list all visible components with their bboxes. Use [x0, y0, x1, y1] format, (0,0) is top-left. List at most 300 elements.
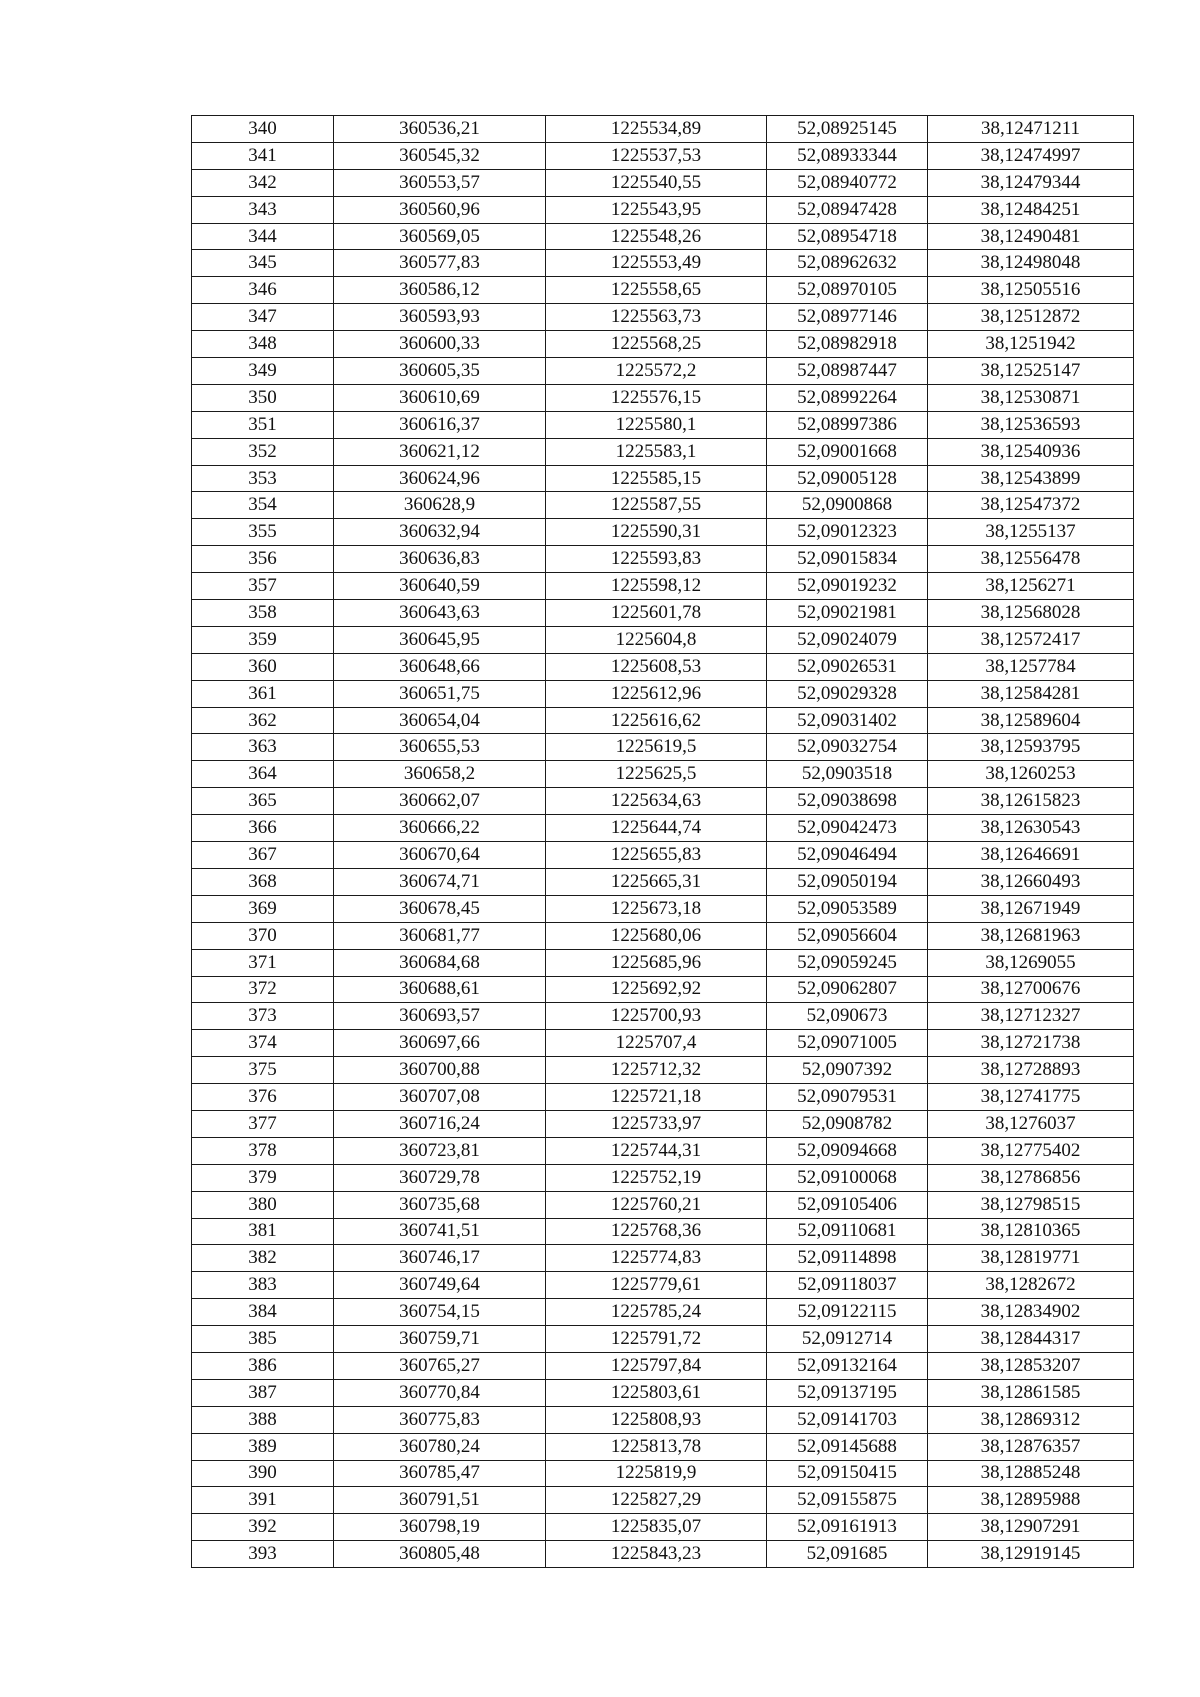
longitude-cell: 38,12907291: [928, 1514, 1134, 1541]
y-coordinate-cell: 1225707,4: [546, 1030, 767, 1057]
table-row: [192, 1137, 1134, 1164]
table-row: [192, 1245, 1134, 1272]
y-coordinate-cell: 1225752,19: [546, 1164, 767, 1191]
latitude-cell: 52,09062807: [767, 976, 928, 1003]
y-coordinate-cell: 1225583,1: [546, 438, 767, 465]
point-number-cell: 371: [192, 949, 334, 976]
point-number-cell: 365: [192, 788, 334, 815]
y-coordinate-cell: 1225733,97: [546, 1110, 767, 1137]
point-number-cell: 388: [192, 1406, 334, 1433]
latitude-cell: 52,08940772: [767, 169, 928, 196]
point-number-cell: 352: [192, 438, 334, 465]
x-coordinate-cell: 360785,47: [334, 1460, 546, 1487]
x-coordinate-cell: 360670,64: [334, 842, 546, 869]
table-row: [192, 788, 1134, 815]
latitude-cell: 52,09059245: [767, 949, 928, 976]
longitude-cell: 38,1251942: [928, 331, 1134, 358]
x-coordinate-cell: 360610,69: [334, 384, 546, 411]
x-coordinate-cell: 360654,04: [334, 707, 546, 734]
y-coordinate-cell: 1225616,62: [546, 707, 767, 734]
y-coordinate-cell: 1225655,83: [546, 842, 767, 869]
latitude-cell: 52,09053589: [767, 895, 928, 922]
longitude-cell: 38,12712327: [928, 1003, 1134, 1030]
latitude-cell: 52,09150415: [767, 1460, 928, 1487]
longitude-cell: 38,12844317: [928, 1326, 1134, 1353]
y-coordinate-cell: 1225634,63: [546, 788, 767, 815]
point-number-cell: 379: [192, 1164, 334, 1191]
table-row: [192, 1433, 1134, 1460]
latitude-cell: 52,0907392: [767, 1057, 928, 1084]
x-coordinate-cell: 360741,51: [334, 1218, 546, 1245]
point-number-cell: 341: [192, 142, 334, 169]
y-coordinate-cell: 1225612,96: [546, 680, 767, 707]
table-row: [192, 465, 1134, 492]
longitude-cell: 38,12834902: [928, 1299, 1134, 1326]
table-row: [192, 250, 1134, 277]
x-coordinate-cell: 360666,22: [334, 815, 546, 842]
point-number-cell: 390: [192, 1460, 334, 1487]
x-coordinate-cell: 360586,12: [334, 277, 546, 304]
longitude-cell: 38,12479344: [928, 169, 1134, 196]
y-coordinate-cell: 1225537,53: [546, 142, 767, 169]
latitude-cell: 52,090673: [767, 1003, 928, 1030]
x-coordinate-cell: 360684,68: [334, 949, 546, 976]
point-number-cell: 347: [192, 304, 334, 331]
latitude-cell: 52,0908782: [767, 1110, 928, 1137]
point-number-cell: 343: [192, 196, 334, 223]
longitude-cell: 38,12530871: [928, 384, 1134, 411]
point-number-cell: 372: [192, 976, 334, 1003]
table-row: [192, 1272, 1134, 1299]
longitude-cell: 38,12741775: [928, 1084, 1134, 1111]
y-coordinate-cell: 1225608,53: [546, 653, 767, 680]
point-number-cell: 353: [192, 465, 334, 492]
table-row: [192, 438, 1134, 465]
table-row: [192, 1164, 1134, 1191]
table-row: [192, 1030, 1134, 1057]
y-coordinate-cell: 1225598,12: [546, 573, 767, 600]
table-row: [192, 1110, 1134, 1137]
longitude-cell: 38,12589604: [928, 707, 1134, 734]
latitude-cell: 52,09114898: [767, 1245, 928, 1272]
table-row: [192, 976, 1134, 1003]
latitude-cell: 52,09046494: [767, 842, 928, 869]
x-coordinate-cell: 360655,53: [334, 734, 546, 761]
point-number-cell: 375: [192, 1057, 334, 1084]
x-coordinate-cell: 360678,45: [334, 895, 546, 922]
point-number-cell: 348: [192, 331, 334, 358]
latitude-cell: 52,09012323: [767, 519, 928, 546]
longitude-cell: 38,12895988: [928, 1487, 1134, 1514]
longitude-cell: 38,12885248: [928, 1460, 1134, 1487]
y-coordinate-cell: 1225791,72: [546, 1326, 767, 1353]
point-number-cell: 387: [192, 1379, 334, 1406]
table-row: [192, 1299, 1134, 1326]
table-row: [192, 1379, 1134, 1406]
x-coordinate-cell: 360723,81: [334, 1137, 546, 1164]
latitude-cell: 52,09015834: [767, 546, 928, 573]
latitude-cell: 52,09071005: [767, 1030, 928, 1057]
table-row: [192, 304, 1134, 331]
y-coordinate-cell: 1225585,15: [546, 465, 767, 492]
longitude-cell: 38,12593795: [928, 734, 1134, 761]
table-row: [192, 815, 1134, 842]
longitude-cell: 38,1276037: [928, 1110, 1134, 1137]
longitude-cell: 38,12474997: [928, 142, 1134, 169]
point-number-cell: 376: [192, 1084, 334, 1111]
point-number-cell: 386: [192, 1352, 334, 1379]
longitude-cell: 38,12498048: [928, 250, 1134, 277]
latitude-cell: 52,09079531: [767, 1084, 928, 1111]
longitude-cell: 38,1269055: [928, 949, 1134, 976]
table-row: [192, 1514, 1134, 1541]
latitude-cell: 52,08933344: [767, 142, 928, 169]
latitude-cell: 52,09056604: [767, 922, 928, 949]
y-coordinate-cell: 1225665,31: [546, 868, 767, 895]
longitude-cell: 38,1260253: [928, 761, 1134, 788]
y-coordinate-cell: 1225548,26: [546, 223, 767, 250]
y-coordinate-cell: 1225576,15: [546, 384, 767, 411]
point-number-cell: 361: [192, 680, 334, 707]
latitude-cell: 52,0903518: [767, 761, 928, 788]
point-number-cell: 380: [192, 1191, 334, 1218]
table-row: [192, 384, 1134, 411]
longitude-cell: 38,12700676: [928, 976, 1134, 1003]
y-coordinate-cell: 1225808,93: [546, 1406, 767, 1433]
x-coordinate-cell: 360624,96: [334, 465, 546, 492]
longitude-cell: 38,12869312: [928, 1406, 1134, 1433]
table-row: [192, 1057, 1134, 1084]
y-coordinate-cell: 1225785,24: [546, 1299, 767, 1326]
longitude-cell: 38,12536593: [928, 411, 1134, 438]
latitude-cell: 52,09031402: [767, 707, 928, 734]
point-number-cell: 391: [192, 1487, 334, 1514]
longitude-cell: 38,1282672: [928, 1272, 1134, 1299]
y-coordinate-cell: 1225692,92: [546, 976, 767, 1003]
point-number-cell: 362: [192, 707, 334, 734]
y-coordinate-cell: 1225580,1: [546, 411, 767, 438]
point-number-cell: 363: [192, 734, 334, 761]
point-number-cell: 373: [192, 1003, 334, 1030]
table-row: [192, 868, 1134, 895]
y-coordinate-cell: 1225673,18: [546, 895, 767, 922]
x-coordinate-cell: 360707,08: [334, 1084, 546, 1111]
point-number-cell: 356: [192, 546, 334, 573]
point-number-cell: 370: [192, 922, 334, 949]
longitude-cell: 38,1256271: [928, 573, 1134, 600]
longitude-cell: 38,12556478: [928, 546, 1134, 573]
latitude-cell: 52,09145688: [767, 1433, 928, 1460]
table-row: [192, 1003, 1134, 1030]
point-number-cell: 368: [192, 868, 334, 895]
x-coordinate-cell: 360805,48: [334, 1541, 546, 1568]
y-coordinate-cell: 1225619,5: [546, 734, 767, 761]
point-number-cell: 377: [192, 1110, 334, 1137]
latitude-cell: 52,09032754: [767, 734, 928, 761]
x-coordinate-cell: 360616,37: [334, 411, 546, 438]
longitude-cell: 38,12584281: [928, 680, 1134, 707]
x-coordinate-cell: 360640,59: [334, 573, 546, 600]
table-row: [192, 1541, 1134, 1568]
table-row: [192, 761, 1134, 788]
latitude-cell: 52,09038698: [767, 788, 928, 815]
x-coordinate-cell: 360674,71: [334, 868, 546, 895]
longitude-cell: 38,12721738: [928, 1030, 1134, 1057]
latitude-cell: 52,09105406: [767, 1191, 928, 1218]
point-number-cell: 340: [192, 116, 334, 143]
latitude-cell: 52,09001668: [767, 438, 928, 465]
y-coordinate-cell: 1225835,07: [546, 1514, 767, 1541]
table-row: [192, 277, 1134, 304]
latitude-cell: 52,09042473: [767, 815, 928, 842]
y-coordinate-cell: 1225625,5: [546, 761, 767, 788]
longitude-cell: 38,12471211: [928, 116, 1134, 143]
point-number-cell: 389: [192, 1433, 334, 1460]
latitude-cell: 52,09122115: [767, 1299, 928, 1326]
point-number-cell: 350: [192, 384, 334, 411]
longitude-cell: 38,12810365: [928, 1218, 1134, 1245]
table-row: [192, 922, 1134, 949]
latitude-cell: 52,08992264: [767, 384, 928, 411]
longitude-cell: 38,12543899: [928, 465, 1134, 492]
longitude-cell: 38,1255137: [928, 519, 1134, 546]
x-coordinate-cell: 360729,78: [334, 1164, 546, 1191]
point-number-cell: 349: [192, 358, 334, 385]
longitude-cell: 38,12861585: [928, 1379, 1134, 1406]
table-row: [192, 169, 1134, 196]
x-coordinate-cell: 360681,77: [334, 922, 546, 949]
table-row: [192, 331, 1134, 358]
point-number-cell: 383: [192, 1272, 334, 1299]
longitude-cell: 38,12490481: [928, 223, 1134, 250]
point-number-cell: 360: [192, 653, 334, 680]
point-number-cell: 342: [192, 169, 334, 196]
table-row: [192, 842, 1134, 869]
y-coordinate-cell: 1225590,31: [546, 519, 767, 546]
table-row: [192, 142, 1134, 169]
point-number-cell: 374: [192, 1030, 334, 1057]
longitude-cell: 38,12853207: [928, 1352, 1134, 1379]
point-number-cell: 357: [192, 573, 334, 600]
y-coordinate-cell: 1225768,36: [546, 1218, 767, 1245]
point-number-cell: 385: [192, 1326, 334, 1353]
y-coordinate-cell: 1225685,96: [546, 949, 767, 976]
x-coordinate-cell: 360759,71: [334, 1326, 546, 1353]
latitude-cell: 52,08925145: [767, 116, 928, 143]
table-row: [192, 223, 1134, 250]
x-coordinate-cell: 360593,93: [334, 304, 546, 331]
longitude-cell: 38,12572417: [928, 626, 1134, 653]
x-coordinate-cell: 360645,95: [334, 626, 546, 653]
x-coordinate-cell: 360700,88: [334, 1057, 546, 1084]
longitude-cell: 38,1257784: [928, 653, 1134, 680]
table-row: [192, 653, 1134, 680]
y-coordinate-cell: 1225760,21: [546, 1191, 767, 1218]
latitude-cell: 52,09118037: [767, 1272, 928, 1299]
y-coordinate-cell: 1225553,49: [546, 250, 767, 277]
x-coordinate-cell: 360600,33: [334, 331, 546, 358]
table-row: [192, 734, 1134, 761]
latitude-cell: 52,08962632: [767, 250, 928, 277]
x-coordinate-cell: 360632,94: [334, 519, 546, 546]
point-number-cell: 378: [192, 1137, 334, 1164]
latitude-cell: 52,0912714: [767, 1326, 928, 1353]
x-coordinate-cell: 360749,64: [334, 1272, 546, 1299]
longitude-cell: 38,12819771: [928, 1245, 1134, 1272]
x-coordinate-cell: 360553,57: [334, 169, 546, 196]
longitude-cell: 38,12484251: [928, 196, 1134, 223]
longitude-cell: 38,12728893: [928, 1057, 1134, 1084]
coordinates-table: [191, 115, 1134, 1568]
point-number-cell: 393: [192, 1541, 334, 1568]
table-row: [192, 1326, 1134, 1353]
latitude-cell: 52,08970105: [767, 277, 928, 304]
latitude-cell: 52,09050194: [767, 868, 928, 895]
y-coordinate-cell: 1225587,55: [546, 492, 767, 519]
latitude-cell: 52,08987447: [767, 358, 928, 385]
y-coordinate-cell: 1225779,61: [546, 1272, 767, 1299]
point-number-cell: 355: [192, 519, 334, 546]
latitude-cell: 52,09132164: [767, 1352, 928, 1379]
y-coordinate-cell: 1225813,78: [546, 1433, 767, 1460]
table-row: [192, 600, 1134, 627]
table-row: [192, 546, 1134, 573]
longitude-cell: 38,12646691: [928, 842, 1134, 869]
latitude-cell: 52,09029328: [767, 680, 928, 707]
y-coordinate-cell: 1225721,18: [546, 1084, 767, 1111]
y-coordinate-cell: 1225543,95: [546, 196, 767, 223]
table-row: [192, 358, 1134, 385]
longitude-cell: 38,12525147: [928, 358, 1134, 385]
longitude-cell: 38,12505516: [928, 277, 1134, 304]
x-coordinate-cell: 360693,57: [334, 1003, 546, 1030]
table-row: [192, 1084, 1134, 1111]
table-row: [192, 1460, 1134, 1487]
point-number-cell: 369: [192, 895, 334, 922]
y-coordinate-cell: 1225540,55: [546, 169, 767, 196]
y-coordinate-cell: 1225843,23: [546, 1541, 767, 1568]
table-row: [192, 116, 1134, 143]
point-number-cell: 382: [192, 1245, 334, 1272]
point-number-cell: 351: [192, 411, 334, 438]
longitude-cell: 38,12660493: [928, 868, 1134, 895]
y-coordinate-cell: 1225593,83: [546, 546, 767, 573]
latitude-cell: 52,0900868: [767, 492, 928, 519]
point-number-cell: 367: [192, 842, 334, 869]
x-coordinate-cell: 360651,75: [334, 680, 546, 707]
x-coordinate-cell: 360560,96: [334, 196, 546, 223]
x-coordinate-cell: 360577,83: [334, 250, 546, 277]
latitude-cell: 52,08982918: [767, 331, 928, 358]
x-coordinate-cell: 360798,19: [334, 1514, 546, 1541]
x-coordinate-cell: 360775,83: [334, 1406, 546, 1433]
x-coordinate-cell: 360697,66: [334, 1030, 546, 1057]
table-row: [192, 1218, 1134, 1245]
x-coordinate-cell: 360536,21: [334, 116, 546, 143]
longitude-cell: 38,12630543: [928, 815, 1134, 842]
y-coordinate-cell: 1225680,06: [546, 922, 767, 949]
y-coordinate-cell: 1225803,61: [546, 1379, 767, 1406]
longitude-cell: 38,12568028: [928, 600, 1134, 627]
latitude-cell: 52,091685: [767, 1541, 928, 1568]
table-row: [192, 1191, 1134, 1218]
x-coordinate-cell: 360735,68: [334, 1191, 546, 1218]
table-row: [192, 707, 1134, 734]
x-coordinate-cell: 360643,63: [334, 600, 546, 627]
latitude-cell: 52,08997386: [767, 411, 928, 438]
table-row: [192, 949, 1134, 976]
point-number-cell: 381: [192, 1218, 334, 1245]
y-coordinate-cell: 1225601,78: [546, 600, 767, 627]
table-row: [192, 680, 1134, 707]
latitude-cell: 52,09021981: [767, 600, 928, 627]
table-row: [192, 519, 1134, 546]
table-row: [192, 492, 1134, 519]
x-coordinate-cell: 360569,05: [334, 223, 546, 250]
x-coordinate-cell: 360746,17: [334, 1245, 546, 1272]
table-row: [192, 1487, 1134, 1514]
y-coordinate-cell: 1225572,2: [546, 358, 767, 385]
longitude-cell: 38,12681963: [928, 922, 1134, 949]
point-number-cell: 346: [192, 277, 334, 304]
y-coordinate-cell: 1225563,73: [546, 304, 767, 331]
y-coordinate-cell: 1225797,84: [546, 1352, 767, 1379]
table-row: [192, 411, 1134, 438]
y-coordinate-cell: 1225712,32: [546, 1057, 767, 1084]
longitude-cell: 38,12547372: [928, 492, 1134, 519]
y-coordinate-cell: 1225558,65: [546, 277, 767, 304]
table-row: [192, 1352, 1134, 1379]
latitude-cell: 52,09141703: [767, 1406, 928, 1433]
point-number-cell: 359: [192, 626, 334, 653]
latitude-cell: 52,09110681: [767, 1218, 928, 1245]
longitude-cell: 38,12876357: [928, 1433, 1134, 1460]
latitude-cell: 52,09094668: [767, 1137, 928, 1164]
longitude-cell: 38,12798515: [928, 1191, 1134, 1218]
x-coordinate-cell: 360621,12: [334, 438, 546, 465]
point-number-cell: 345: [192, 250, 334, 277]
latitude-cell: 52,08954718: [767, 223, 928, 250]
latitude-cell: 52,09100068: [767, 1164, 928, 1191]
longitude-cell: 38,12540936: [928, 438, 1134, 465]
x-coordinate-cell: 360780,24: [334, 1433, 546, 1460]
point-number-cell: 364: [192, 761, 334, 788]
x-coordinate-cell: 360662,07: [334, 788, 546, 815]
longitude-cell: 38,12775402: [928, 1137, 1134, 1164]
latitude-cell: 52,08977146: [767, 304, 928, 331]
table-row: [192, 196, 1134, 223]
table-row: [192, 1406, 1134, 1433]
x-coordinate-cell: 360716,24: [334, 1110, 546, 1137]
point-number-cell: 366: [192, 815, 334, 842]
point-number-cell: 358: [192, 600, 334, 627]
latitude-cell: 52,08947428: [767, 196, 928, 223]
latitude-cell: 52,09155875: [767, 1487, 928, 1514]
latitude-cell: 52,09024079: [767, 626, 928, 653]
y-coordinate-cell: 1225700,93: [546, 1003, 767, 1030]
coordinates-table-body: [192, 116, 1134, 1568]
x-coordinate-cell: 360688,61: [334, 976, 546, 1003]
y-coordinate-cell: 1225644,74: [546, 815, 767, 842]
latitude-cell: 52,09137195: [767, 1379, 928, 1406]
x-coordinate-cell: 360791,51: [334, 1487, 546, 1514]
latitude-cell: 52,09026531: [767, 653, 928, 680]
x-coordinate-cell: 360628,9: [334, 492, 546, 519]
y-coordinate-cell: 1225819,9: [546, 1460, 767, 1487]
point-number-cell: 354: [192, 492, 334, 519]
x-coordinate-cell: 360605,35: [334, 358, 546, 385]
latitude-cell: 52,09005128: [767, 465, 928, 492]
